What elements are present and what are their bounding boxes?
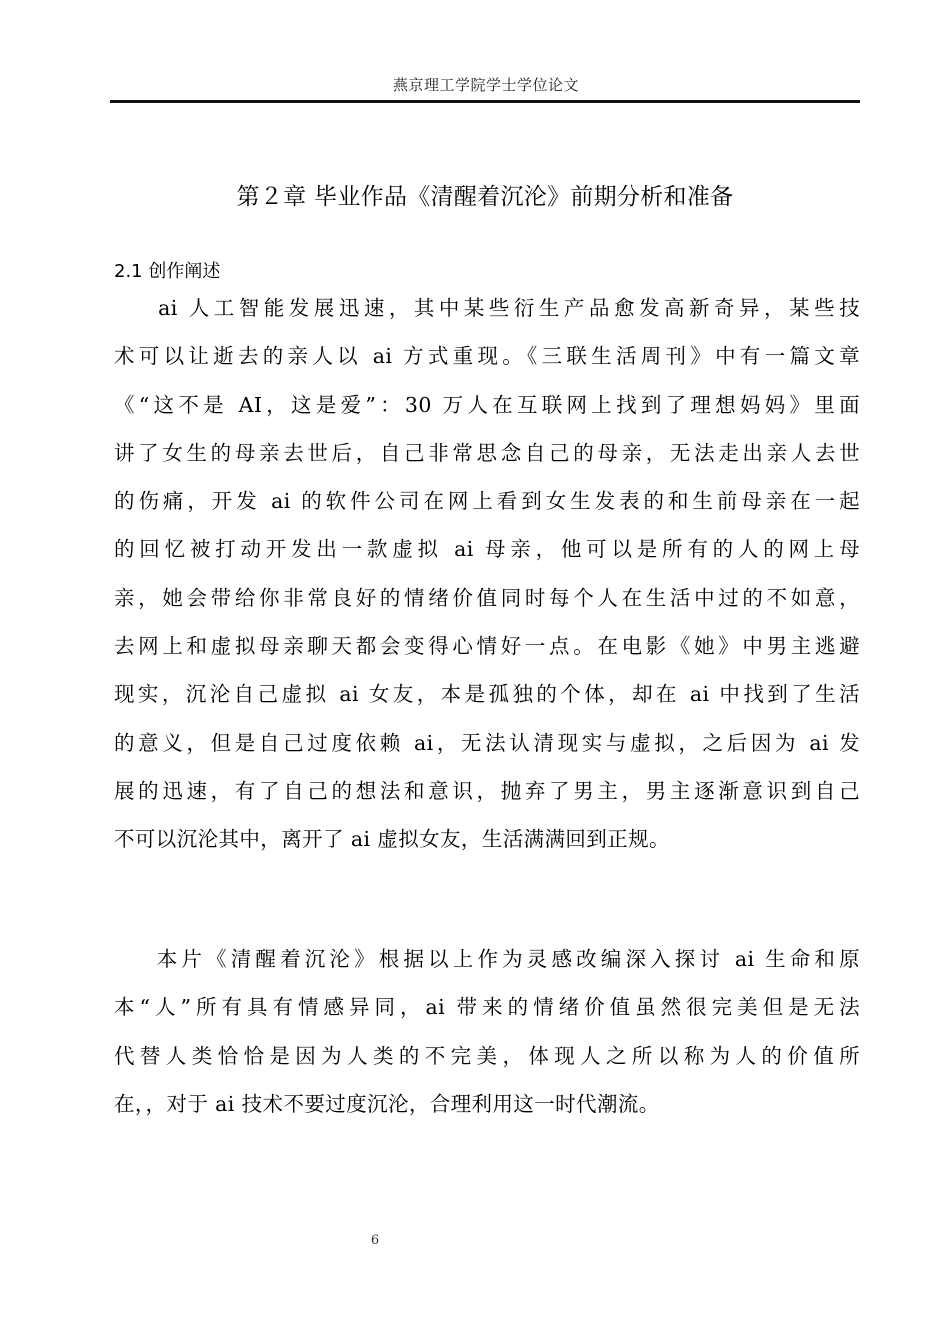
running-header: 燕京理工学院学士学位论文 bbox=[392, 76, 579, 94]
paragraph-2 bbox=[114, 935, 860, 1128]
text-line: 亲，她会带给你非常良好的情绪价值同时每个人在生活中过的不如意， bbox=[114, 585, 860, 610]
text-line: 去网上和虚拟母亲聊天都会变得心情好一点。在电影《她》中男主逃避 bbox=[114, 634, 860, 659]
text-line: 的回忆被打动开发出一款虚拟 ai 母亲，他可以是所有的人的网上母 bbox=[114, 537, 860, 562]
text-line: 本“人”所有具有情感异同，ai 带来的情绪价值虽然很完美但是无法 bbox=[114, 995, 860, 1020]
text-line: ai 人工智能发展迅速，其中某些衍生产品愈发高新奇异，某些技 bbox=[114, 296, 860, 320]
chapter-title: 第２章 毕业作品《清醒着沉沦》前期分析和准备 bbox=[236, 184, 734, 210]
page-number: 6 bbox=[370, 1233, 380, 1248]
text-line: 现实，沉沦自己虚拟 ai 女友，本是孤独的个体，却在 ai 中找到了生活 bbox=[114, 682, 860, 707]
text-line: 展的迅速，有了自己的想法和意识，抛弃了男主，男主逐渐意识到自己 bbox=[114, 778, 860, 803]
text-line: 《“这不是 AI，这是爱”：30 万人在互联网上找到了理想妈妈》里面 bbox=[114, 392, 860, 417]
text-line: 的伤痛，开发 ai 的软件公司在网上看到女生发表的和生前母亲在一起 bbox=[114, 489, 860, 514]
paragraph-1 bbox=[114, 284, 860, 864]
text-line: 在，，对于 ai 技术不要过度沉沦，合理利用这一时代潮流。 bbox=[114, 1091, 660, 1116]
header-divider bbox=[110, 100, 860, 103]
text-line: 本片《清醒着沉沦》根据以上作为灵感改编深入探讨 ai 生命和原 bbox=[114, 947, 860, 971]
text-line: 代替人类恰恰是因为人类的不完美，体现人之所以称为人的价值所 bbox=[114, 1043, 860, 1068]
text-line: 术可以让逝去的亲人以 ai 方式重现。《三联生活周刊》中有一篇文章 bbox=[114, 344, 860, 369]
text-line: 不可以沉沦其中，离开了 ai 虚拟女友，生活满满回到正规。 bbox=[114, 827, 670, 852]
section-heading: 2.1 创作阐述 bbox=[114, 261, 221, 282]
text-line: 讲了女生的母亲去世后，自己非常思念自己的母亲，无法走出亲人去世 bbox=[114, 440, 860, 465]
text-line: 的意义，但是自己过度依赖 ai，无法认清现实与虚拟，之后因为 ai 发 bbox=[114, 730, 860, 755]
